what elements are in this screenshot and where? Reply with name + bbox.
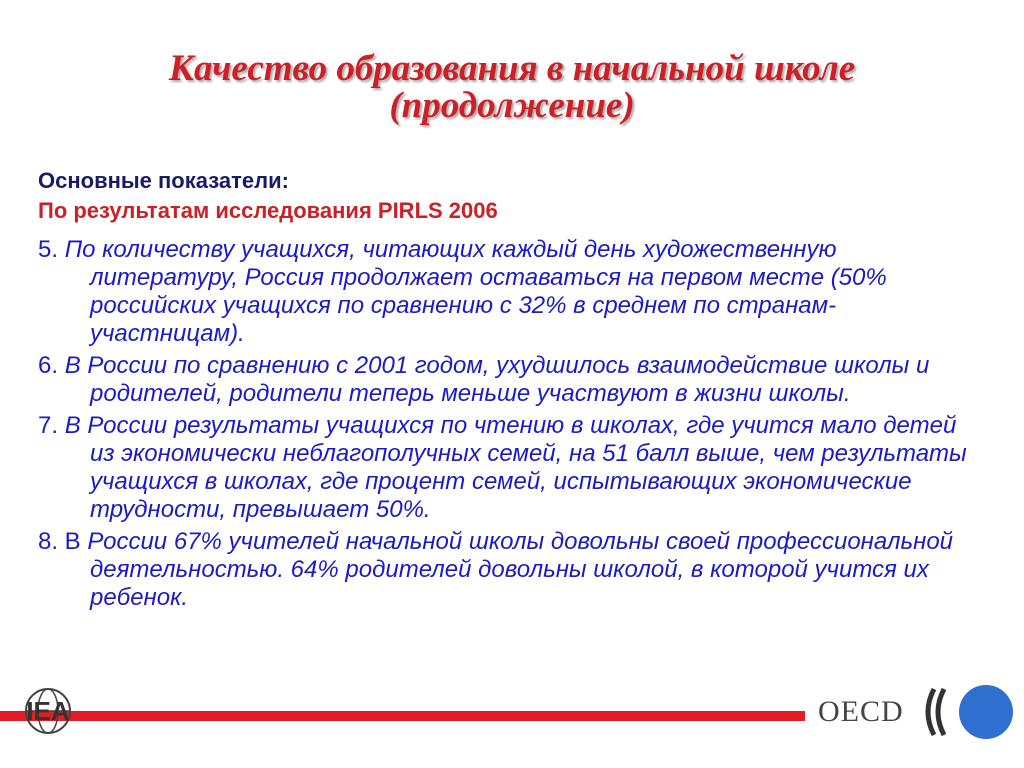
subtitle-main-indicators: Основные показатели: <box>38 168 289 193</box>
finding-text: В России по сравнению с 2001 годом, ухудшилось взаимодействие школы и родителей, родители теперь меньше участвуют в жизни школы. <box>64 352 930 407</box>
finding-item <box>38 412 978 524</box>
slide-title-line-2: (продолжение) <box>389 85 635 126</box>
oecd-logo-text: OECD <box>818 695 904 728</box>
subtitle-pirls: По результатам исследования PIRLS 2006 <box>38 198 498 223</box>
finding-text: В России результаты учащихся по чтению в школах, где учится мало детей из экономически неблагополучных семей, на 51 балл выше, чем результаты учащихся в школах, где процент семей, испытывающих экономические трудности, превышает 50%. <box>64 412 967 523</box>
subtitle-block <box>38 166 498 226</box>
iea-logo-text: IEA <box>26 696 70 726</box>
slide-title-line-1: Качество образования в начальной школе <box>168 48 856 89</box>
oecd-logo-mark <box>918 683 1018 741</box>
finding-item <box>38 236 978 348</box>
finding-number: 5. <box>38 236 59 263</box>
footer-red-bar <box>0 711 805 721</box>
finding-item <box>38 528 978 612</box>
finding-text: По количеству учащихся, читающих каждый день художественную литературу, Россия продолжает оставаться на первом месте (50% российских учащихся по сравнению с 32% в среднем по странам-участницам). <box>64 236 887 347</box>
finding-number: 6. <box>38 352 59 379</box>
finding-number: 8. В <box>38 528 81 555</box>
finding-number: 7. <box>38 412 59 439</box>
findings-list <box>38 236 978 616</box>
slide-title <box>0 50 1024 124</box>
iea-logo <box>8 686 88 736</box>
finding-text: России 67% учителей начальной школы довольны своей профессиональной деятельностью. 64% родителей довольны школой, в которой учится их ребенок. <box>87 528 954 611</box>
finding-item <box>38 352 978 408</box>
